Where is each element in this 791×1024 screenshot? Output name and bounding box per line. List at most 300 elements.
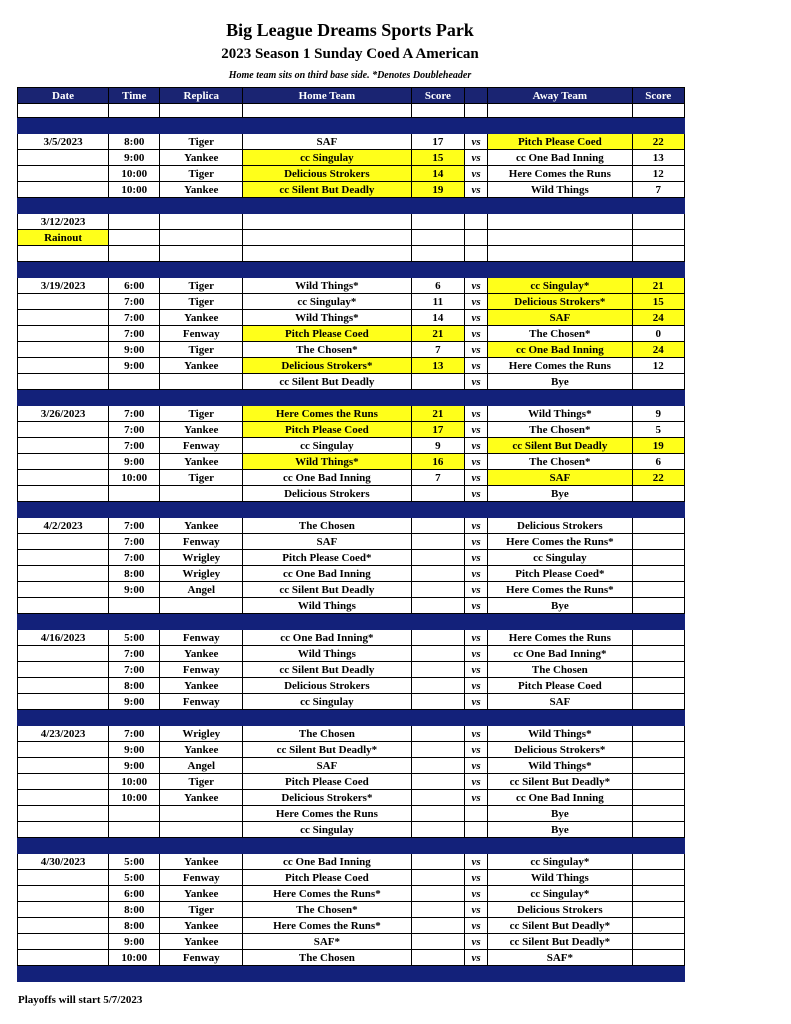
separator-cell <box>632 502 684 518</box>
date-cell <box>18 774 109 790</box>
time-cell: 8:00 <box>109 918 160 934</box>
game-row <box>18 646 685 662</box>
home-score-cell <box>411 598 464 614</box>
time-cell: 9:00 <box>109 342 160 358</box>
away-score-cell: 22 <box>632 470 684 486</box>
home-team-cell: The Chosen <box>243 726 412 742</box>
away-team-cell <box>488 246 632 262</box>
time-cell: 7:00 <box>109 438 160 454</box>
home-score-cell: 19 <box>411 182 464 198</box>
home-team-cell: SAF <box>243 758 412 774</box>
separator-cell <box>411 262 464 278</box>
date-cell <box>18 822 109 838</box>
home-team-cell: Delicious Strokers <box>243 166 412 182</box>
separator-cell <box>465 118 488 134</box>
game-row <box>18 854 685 870</box>
away-team-cell: The Chosen <box>488 662 632 678</box>
home-score-cell <box>411 822 464 838</box>
away-team-cell: cc One Bad Inning* <box>488 646 632 662</box>
date-cell <box>18 166 109 182</box>
date-cell <box>18 486 109 502</box>
separator-cell <box>109 838 160 854</box>
date-cell <box>18 646 109 662</box>
separator-cell <box>465 614 488 630</box>
home-score-cell <box>411 534 464 550</box>
home-team-cell: Here Comes the Runs <box>243 806 412 822</box>
blank-cell <box>243 104 412 118</box>
vs-cell: vs <box>465 950 488 966</box>
date-cell <box>18 694 109 710</box>
replica-cell: Tiger <box>160 774 243 790</box>
home-score-cell <box>411 214 464 230</box>
date-cell <box>18 790 109 806</box>
time-cell <box>109 822 160 838</box>
replica-cell: Fenway <box>160 326 243 342</box>
home-score-cell <box>411 950 464 966</box>
game-row <box>18 918 685 934</box>
game-row <box>18 278 685 294</box>
col-replica-header: Replica <box>160 88 243 104</box>
away-score-cell <box>632 534 684 550</box>
replica-cell: Angel <box>160 582 243 598</box>
home-score-cell <box>411 566 464 582</box>
away-score-cell: 6 <box>632 454 684 470</box>
time-cell <box>109 806 160 822</box>
away-team-cell: cc Silent But Deadly* <box>488 774 632 790</box>
away-team-cell: Delicious Strokers <box>488 902 632 918</box>
schedule-note: Home team sits on third base side. *Denotes Doubleheader <box>228 70 472 81</box>
away-score-cell <box>632 598 684 614</box>
date-cell: 3/26/2023 <box>18 406 109 422</box>
date-cell <box>18 806 109 822</box>
away-score-cell <box>632 582 684 598</box>
away-team-cell: cc Silent But Deadly* <box>488 918 632 934</box>
vs-cell: vs <box>465 918 488 934</box>
time-cell: 8:00 <box>109 678 160 694</box>
replica-cell: Yankee <box>160 678 243 694</box>
col-time-header: Time <box>109 88 160 104</box>
home-team-cell: Pitch Please Coed <box>243 774 412 790</box>
home-team-cell: Here Comes the Runs <box>243 406 412 422</box>
replica-cell: Wrigley <box>160 566 243 582</box>
home-score-cell <box>411 886 464 902</box>
away-score-cell <box>632 230 684 246</box>
away-team-cell: SAF <box>488 470 632 486</box>
game-row <box>18 822 685 838</box>
away-team-cell: Wild Things* <box>488 726 632 742</box>
vs-cell: vs <box>465 726 488 742</box>
separator-cell <box>18 966 109 982</box>
replica-cell: Yankee <box>160 742 243 758</box>
home-team-cell: cc Singulay <box>243 694 412 710</box>
separator-cell <box>632 118 684 134</box>
vs-cell: vs <box>465 582 488 598</box>
separator-cell <box>411 838 464 854</box>
vs-cell <box>465 822 488 838</box>
time-cell: 8:00 <box>109 134 160 150</box>
home-team-cell: cc One Bad Inning <box>243 854 412 870</box>
game-row <box>18 742 685 758</box>
date-cell <box>18 758 109 774</box>
replica-cell: Yankee <box>160 934 243 950</box>
home-score-cell: 6 <box>411 278 464 294</box>
col-home-score-header: Score <box>411 88 464 104</box>
away-team-cell: Here Comes the Runs <box>488 630 632 646</box>
time-cell: 7:00 <box>109 422 160 438</box>
home-score-cell <box>411 630 464 646</box>
date-cell: 3/5/2023 <box>18 134 109 150</box>
vs-cell <box>465 246 488 262</box>
home-score-cell: 21 <box>411 406 464 422</box>
away-team-cell: The Chosen* <box>488 454 632 470</box>
replica-cell: Wrigley <box>160 726 243 742</box>
game-row <box>18 326 685 342</box>
time-cell: 9:00 <box>109 358 160 374</box>
separator-cell <box>488 966 632 982</box>
away-score-cell <box>632 934 684 950</box>
separator-cell <box>632 198 684 214</box>
home-score-cell <box>411 758 464 774</box>
replica-cell <box>160 598 243 614</box>
away-score-cell <box>632 742 684 758</box>
home-score-cell <box>411 806 464 822</box>
replica-cell: Tiger <box>160 406 243 422</box>
time-cell: 6:00 <box>109 886 160 902</box>
separator-cell <box>465 838 488 854</box>
time-cell: 6:00 <box>109 278 160 294</box>
home-team-cell: Pitch Please Coed <box>243 422 412 438</box>
home-score-cell <box>411 646 464 662</box>
week-separator <box>18 966 685 982</box>
away-score-cell <box>632 870 684 886</box>
separator-cell <box>18 710 109 726</box>
away-score-cell <box>632 774 684 790</box>
away-score-cell: 15 <box>632 294 684 310</box>
away-team-cell: Delicious Strokers* <box>488 294 632 310</box>
away-team-cell: cc Silent But Deadly <box>488 438 632 454</box>
away-score-cell: 12 <box>632 358 684 374</box>
vs-cell: vs <box>465 630 488 646</box>
replica-cell <box>160 246 243 262</box>
replica-cell: Yankee <box>160 646 243 662</box>
away-score-cell: 13 <box>632 150 684 166</box>
week-separator <box>18 838 685 854</box>
separator-cell <box>411 614 464 630</box>
away-score-cell: 9 <box>632 406 684 422</box>
separator-cell <box>488 198 632 214</box>
time-cell: 7:00 <box>109 662 160 678</box>
replica-cell: Fenway <box>160 630 243 646</box>
home-score-cell <box>411 934 464 950</box>
separator-cell <box>160 118 243 134</box>
game-row <box>18 630 685 646</box>
away-score-cell <box>632 822 684 838</box>
home-team-cell: Pitch Please Coed* <box>243 550 412 566</box>
vs-cell: vs <box>465 294 488 310</box>
vs-cell: vs <box>465 342 488 358</box>
separator-cell <box>411 710 464 726</box>
away-team-cell: cc Singulay <box>488 550 632 566</box>
replica-cell: Yankee <box>160 310 243 326</box>
home-team-cell: Delicious Strokers <box>243 678 412 694</box>
home-score-cell: 21 <box>411 326 464 342</box>
separator-cell <box>488 710 632 726</box>
away-score-cell: 21 <box>632 278 684 294</box>
date-cell <box>18 678 109 694</box>
date-cell <box>18 246 109 262</box>
footer-note: Playoffs will start 5/7/2023 <box>18 994 143 1006</box>
replica-cell: Yankee <box>160 918 243 934</box>
home-score-cell <box>411 902 464 918</box>
date-cell <box>18 422 109 438</box>
separator-cell <box>411 198 464 214</box>
home-team-cell: Wild Things* <box>243 278 412 294</box>
date-cell <box>18 534 109 550</box>
away-team-cell: Pitch Please Coed <box>488 678 632 694</box>
date-cell <box>18 598 109 614</box>
home-team-cell: Wild Things <box>243 646 412 662</box>
separator-cell <box>632 838 684 854</box>
home-team-cell: Here Comes the Runs* <box>243 918 412 934</box>
home-score-cell <box>411 486 464 502</box>
vs-cell: vs <box>465 742 488 758</box>
schedule-title: Big League Dreams Sports Park <box>226 20 474 40</box>
replica-cell: Yankee <box>160 518 243 534</box>
time-cell: 10:00 <box>109 950 160 966</box>
date-cell <box>18 902 109 918</box>
separator-cell <box>243 502 412 518</box>
home-score-cell <box>411 662 464 678</box>
col-date-header: Date <box>18 88 109 104</box>
date-cell: 3/19/2023 <box>18 278 109 294</box>
home-team-cell: SAF <box>243 534 412 550</box>
vs-cell: vs <box>465 470 488 486</box>
vs-cell: vs <box>465 550 488 566</box>
date-cell <box>18 182 109 198</box>
header-row <box>18 88 685 104</box>
home-score-cell: 15 <box>411 150 464 166</box>
separator-cell <box>465 502 488 518</box>
away-team-cell: Wild Things* <box>488 758 632 774</box>
separator-cell <box>243 390 412 406</box>
blank-row <box>18 104 685 118</box>
separator-cell <box>243 838 412 854</box>
replica-cell <box>160 374 243 390</box>
date-cell <box>18 438 109 454</box>
home-team-cell <box>243 214 412 230</box>
vs-cell: vs <box>465 678 488 694</box>
game-row <box>18 774 685 790</box>
replica-cell: Tiger <box>160 470 243 486</box>
home-team-cell: cc Silent But Deadly <box>243 662 412 678</box>
replica-cell: Fenway <box>160 950 243 966</box>
game-row <box>18 182 685 198</box>
away-team-cell: The Chosen* <box>488 422 632 438</box>
separator-cell <box>160 710 243 726</box>
time-cell: 7:00 <box>109 294 160 310</box>
home-score-cell <box>411 582 464 598</box>
game-row <box>18 886 685 902</box>
replica-cell: Yankee <box>160 422 243 438</box>
time-cell: 10:00 <box>109 470 160 486</box>
home-team-cell: cc Singulay <box>243 438 412 454</box>
date-cell <box>18 358 109 374</box>
replica-cell: Fenway <box>160 534 243 550</box>
vs-cell: vs <box>465 454 488 470</box>
time-cell <box>109 486 160 502</box>
game-row <box>18 150 685 166</box>
replica-cell: Tiger <box>160 902 243 918</box>
game-row <box>18 550 685 566</box>
game-row <box>18 294 685 310</box>
separator-cell <box>18 502 109 518</box>
home-score-cell: 17 <box>411 134 464 150</box>
home-team-cell: cc Silent But Deadly <box>243 182 412 198</box>
date-cell: Rainout <box>18 230 109 246</box>
separator-cell <box>243 710 412 726</box>
separator-cell <box>160 838 243 854</box>
replica-cell: Fenway <box>160 870 243 886</box>
date-cell <box>18 934 109 950</box>
vs-cell <box>465 806 488 822</box>
vs-cell: vs <box>465 182 488 198</box>
separator-cell <box>411 502 464 518</box>
home-team-cell: cc Singulay <box>243 822 412 838</box>
time-cell: 7:00 <box>109 534 160 550</box>
home-team-cell: cc Silent But Deadly <box>243 582 412 598</box>
vs-cell: vs <box>465 662 488 678</box>
away-team-cell: cc Singulay* <box>488 854 632 870</box>
game-row <box>18 246 685 262</box>
home-team-cell: cc Silent But Deadly <box>243 374 412 390</box>
date-cell: 4/30/2023 <box>18 854 109 870</box>
time-cell: 7:00 <box>109 406 160 422</box>
col-away-score-header: Score <box>632 88 684 104</box>
away-score-cell <box>632 806 684 822</box>
game-row <box>18 950 685 966</box>
time-cell <box>109 246 160 262</box>
separator-cell <box>488 502 632 518</box>
vs-cell: vs <box>465 518 488 534</box>
home-score-cell <box>411 518 464 534</box>
vs-cell: vs <box>465 326 488 342</box>
schedule-body <box>18 104 685 982</box>
separator-cell <box>109 966 160 982</box>
home-team-cell: cc One Bad Inning <box>243 566 412 582</box>
game-row <box>18 534 685 550</box>
home-team-cell: Wild Things* <box>243 310 412 326</box>
game-row <box>18 358 685 374</box>
away-score-cell <box>632 630 684 646</box>
date-cell <box>18 886 109 902</box>
separator-cell <box>411 118 464 134</box>
away-score-cell: 22 <box>632 134 684 150</box>
separator-cell <box>243 118 412 134</box>
week-separator <box>18 710 685 726</box>
home-score-cell: 14 <box>411 166 464 182</box>
vs-cell: vs <box>465 854 488 870</box>
vs-cell: vs <box>465 774 488 790</box>
away-team-cell: Bye <box>488 598 632 614</box>
replica-cell: Tiger <box>160 294 243 310</box>
time-cell: 10:00 <box>109 182 160 198</box>
away-team-cell: Bye <box>488 374 632 390</box>
away-score-cell <box>632 758 684 774</box>
vs-cell: vs <box>465 694 488 710</box>
date-cell <box>18 326 109 342</box>
blank-cell <box>465 104 488 118</box>
separator-cell <box>160 614 243 630</box>
away-score-cell <box>632 854 684 870</box>
away-team-cell: Here Comes the Runs* <box>488 582 632 598</box>
date-cell: 4/2/2023 <box>18 518 109 534</box>
home-score-cell: 16 <box>411 454 464 470</box>
time-cell: 5:00 <box>109 870 160 886</box>
home-team-cell: Delicious Strokers <box>243 486 412 502</box>
date-cell <box>18 662 109 678</box>
col-home-team-header: Home Team <box>243 88 412 104</box>
home-score-cell: 9 <box>411 438 464 454</box>
separator-cell <box>632 966 684 982</box>
time-cell: 5:00 <box>109 630 160 646</box>
separator-cell <box>109 262 160 278</box>
game-row <box>18 790 685 806</box>
separator-cell <box>160 966 243 982</box>
home-team-cell: Here Comes the Runs* <box>243 886 412 902</box>
away-team-cell: cc One Bad Inning <box>488 342 632 358</box>
separator-cell <box>18 390 109 406</box>
game-row <box>18 902 685 918</box>
game-row <box>18 342 685 358</box>
date-cell <box>18 950 109 966</box>
away-team-cell: Bye <box>488 806 632 822</box>
date-cell <box>18 918 109 934</box>
home-score-cell <box>411 246 464 262</box>
away-score-cell: 12 <box>632 166 684 182</box>
time-cell: 7:00 <box>109 310 160 326</box>
replica-cell: Yankee <box>160 358 243 374</box>
vs-cell: vs <box>465 278 488 294</box>
time-cell: 10:00 <box>109 774 160 790</box>
home-score-cell: 14 <box>411 310 464 326</box>
home-score-cell <box>411 742 464 758</box>
home-score-cell <box>411 230 464 246</box>
away-team-cell: Delicious Strokers* <box>488 742 632 758</box>
separator-cell <box>109 198 160 214</box>
away-team-cell <box>488 214 632 230</box>
blank-cell <box>18 104 109 118</box>
vs-cell: vs <box>465 790 488 806</box>
away-team-cell: Here Comes the Runs <box>488 358 632 374</box>
separator-cell <box>243 966 412 982</box>
away-team-cell: Wild Things <box>488 182 632 198</box>
away-team-cell: The Chosen* <box>488 326 632 342</box>
away-score-cell: 5 <box>632 422 684 438</box>
separator-cell <box>243 198 412 214</box>
home-team-cell: cc Singulay <box>243 150 412 166</box>
away-score-cell <box>632 214 684 230</box>
separator-cell <box>18 118 109 134</box>
replica-cell: Yankee <box>160 854 243 870</box>
away-team-cell: Bye <box>488 822 632 838</box>
time-cell: 7:00 <box>109 326 160 342</box>
week-separator <box>18 198 685 214</box>
separator-cell <box>488 118 632 134</box>
col-vs-header <box>465 88 488 104</box>
away-score-cell <box>632 918 684 934</box>
time-cell: 9:00 <box>109 758 160 774</box>
schedule-table <box>17 87 685 982</box>
